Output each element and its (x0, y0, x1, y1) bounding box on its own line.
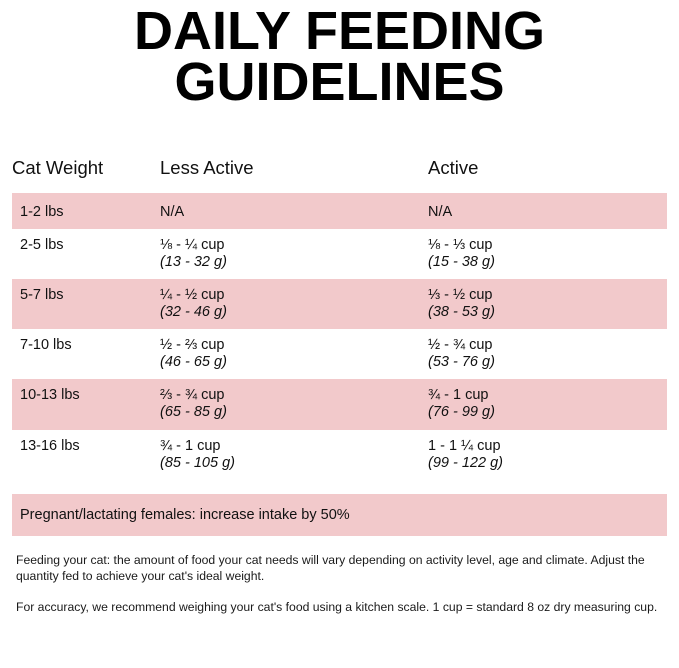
table-row (12, 229, 667, 279)
cell-weight: 7-10 lbs (20, 337, 72, 354)
cell-weight: 13-16 lbs (20, 437, 80, 454)
cell-amount: ¾ - 1 cup (160, 437, 221, 454)
cell-active (428, 229, 667, 279)
cell-grams: (99 - 122 g) (428, 454, 503, 471)
cell-grams: (53 - 76 g) (428, 354, 495, 371)
cell-active (428, 329, 667, 379)
cell-grams: (76 - 99 g) (428, 404, 495, 421)
cell-less-active (160, 329, 428, 379)
cell-grams: (13 - 32 g) (160, 253, 227, 270)
cell-amount: ⅛ - ¼ cup (160, 236, 225, 253)
table-row (12, 430, 667, 480)
page-title-line-1: DAILY FEEDING (133, 1, 546, 61)
cell-less-active (160, 379, 428, 429)
cell-weight: 1-2 lbs (12, 193, 160, 229)
cell-grams: (65 - 85 g) (160, 404, 227, 421)
cell-less-active (160, 279, 428, 329)
cell-weight: 2-5 lbs (20, 236, 64, 253)
cell-amount: ½ - ⅔ cup (160, 337, 225, 354)
cell-active (428, 430, 667, 480)
page-title-line-2: GUIDELINES (174, 52, 505, 113)
column-header-less-active: Less Active (160, 156, 254, 178)
cell-less-active (160, 229, 428, 279)
footnote-accuracy: For accuracy, we recommend weighing your cat's food using a kitchen scale. 1 cup = standard 8 oz dry measuring cup. (16, 599, 658, 614)
table-row (12, 193, 667, 229)
table-body (12, 193, 667, 480)
cell-amount: ¾ - 1 cup (428, 387, 489, 404)
cell-less-active: N/A (160, 193, 428, 229)
cell-active: N/A (428, 193, 667, 229)
cell-active (428, 279, 667, 329)
cell-grams: (46 - 65 g) (160, 354, 227, 371)
table-row (12, 279, 667, 329)
footnotes (12, 552, 667, 615)
column-header-active: Active (428, 156, 479, 178)
feeding-table (12, 155, 667, 480)
cell-grams: (38 - 53 g) (428, 304, 495, 321)
cell-less-active (160, 430, 428, 480)
table-row (12, 379, 667, 429)
table-row (12, 329, 667, 379)
cell-amount: ⅔ - ¾ cup (160, 387, 225, 404)
cell-grams: (15 - 38 g) (428, 253, 495, 270)
column-header-cat-weight: Cat Weight (12, 156, 104, 178)
table-header (12, 155, 667, 193)
pregnant-lactating-note: Pregnant/lactating females: increase intake by 50% (12, 494, 667, 536)
cell-weight: 5-7 lbs (12, 279, 160, 329)
cell-active (428, 379, 667, 429)
page-title (12, 0, 667, 113)
cell-grams: (32 - 46 g) (160, 304, 227, 321)
cell-amount: ⅓ - ½ cup (428, 286, 493, 303)
cell-grams: (85 - 105 g) (160, 454, 235, 471)
cell-amount: 1 - 1 ¼ cup (428, 437, 501, 454)
footnote-feeding-your-cat: Feeding your cat: the amount of food your cat needs will vary depending on activity level, age and climate. Adjust the quantity fed to achieve your cat's ideal weight. (16, 552, 645, 584)
cell-amount: ⅛ - ⅓ cup (428, 236, 493, 253)
cell-amount: ¼ - ½ cup (160, 286, 225, 303)
table-header-row (12, 155, 667, 193)
cell-weight: 10-13 lbs (12, 379, 160, 429)
cell-amount: ½ - ¾ cup (428, 337, 493, 354)
